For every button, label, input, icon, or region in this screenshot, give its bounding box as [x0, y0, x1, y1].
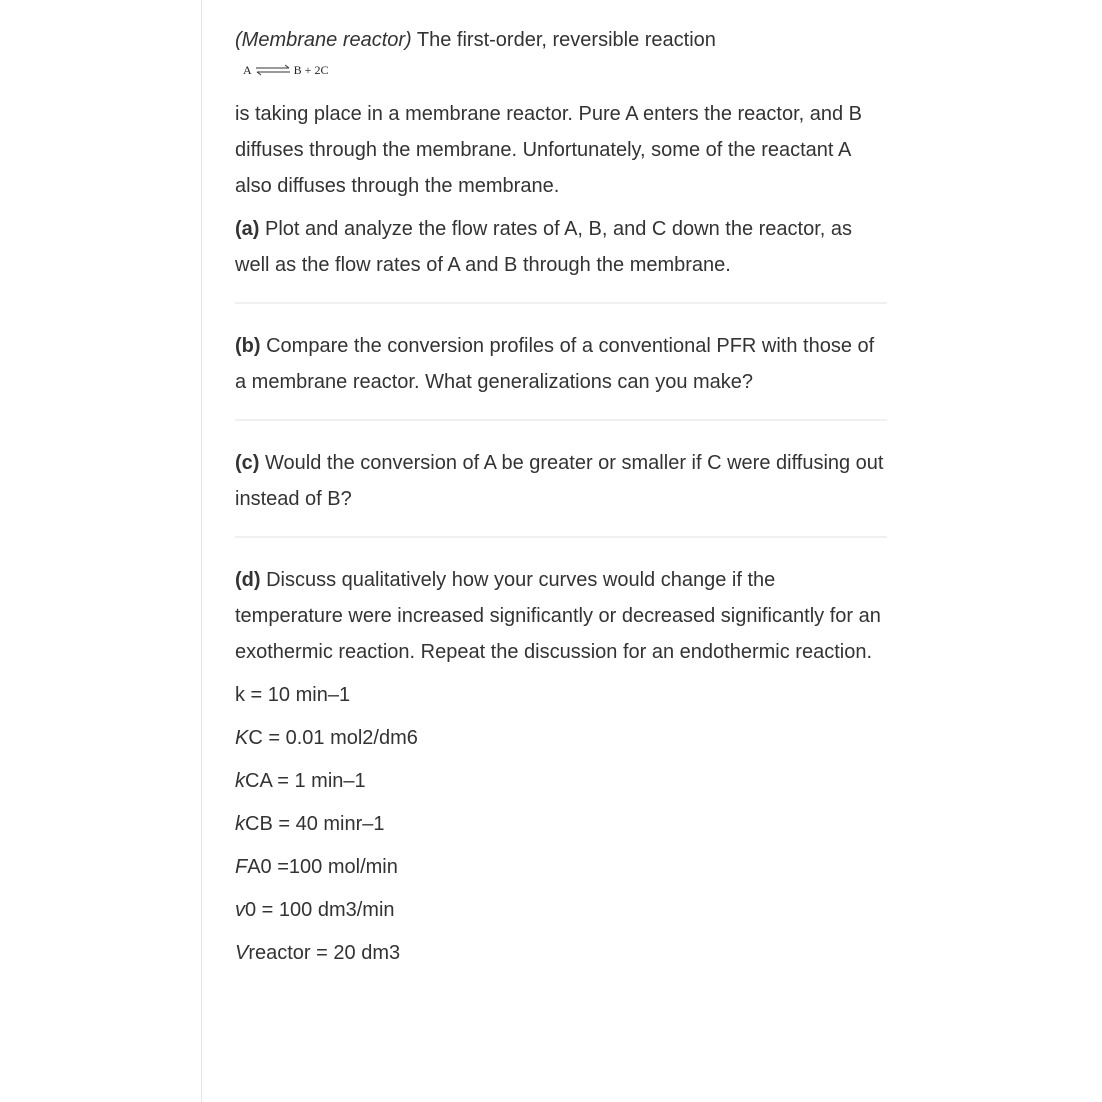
part-b-text: Compare the conversion profiles of a conventional PFR with those of a membrane reactor. What generalizations can you make?	[235, 335, 875, 393]
part-b-label: (b)	[235, 335, 261, 357]
parameter-k: k = 10 min–1	[235, 684, 351, 706]
parameter-list	[235, 677, 887, 971]
problem-content	[235, 22, 887, 978]
equation-reactant: A	[243, 63, 252, 77]
part-a-text: Plot and analyze the flow rates of A, B, and C down the reactor, as well as the flow rates of A and B through the membrane.	[235, 218, 853, 276]
part-a-label: (a)	[235, 218, 260, 240]
part-d-text: Discuss qualitatively how your curves would change if the temperature were increased significantly or decreased significantly for an exothermic reaction. Repeat the discussion for an endothermic reaction.	[235, 569, 881, 663]
parameter-v0: v0 = 100 dm3/min	[235, 899, 395, 921]
title-rest: The first-order, reversible reaction	[411, 29, 716, 51]
equation-products: B + 2C	[293, 63, 329, 77]
title-italic: (Membrane reactor)	[235, 29, 412, 51]
problem-intro: is taking place in a membrane reactor. Pure A enters the reactor, and B diffuses through the membrane. Unfortunately, some of the reactant A also diffuses through the membrane.	[235, 103, 863, 197]
parameter-kc: KC = 0.01 mol2/dm6	[235, 727, 418, 749]
left-border-line	[201, 0, 202, 1102]
part-b	[235, 328, 887, 400]
parameter-kca: kCA = 1 min–1	[235, 770, 366, 792]
part-a	[235, 211, 887, 283]
section-divider	[235, 536, 887, 538]
part-c-label: (c)	[235, 452, 260, 474]
section-divider	[235, 302, 887, 304]
reversible-arrow-icon	[254, 64, 292, 76]
section-divider	[235, 419, 887, 421]
reaction-equation	[243, 60, 887, 80]
part-c-text: Would the conversion of A be greater or smaller if C were diffusing out instead of B?	[235, 452, 884, 510]
part-d-label: (d)	[235, 569, 261, 591]
parameter-kcb: kCB = 40 minr–1	[235, 813, 385, 835]
problem-title	[235, 22, 887, 58]
parameter-vreactor: Vreactor = 20 dm3	[235, 942, 401, 964]
part-c	[235, 445, 887, 517]
parameter-fa0: FA0 =100 mol/min	[235, 856, 398, 878]
part-d	[235, 562, 887, 670]
